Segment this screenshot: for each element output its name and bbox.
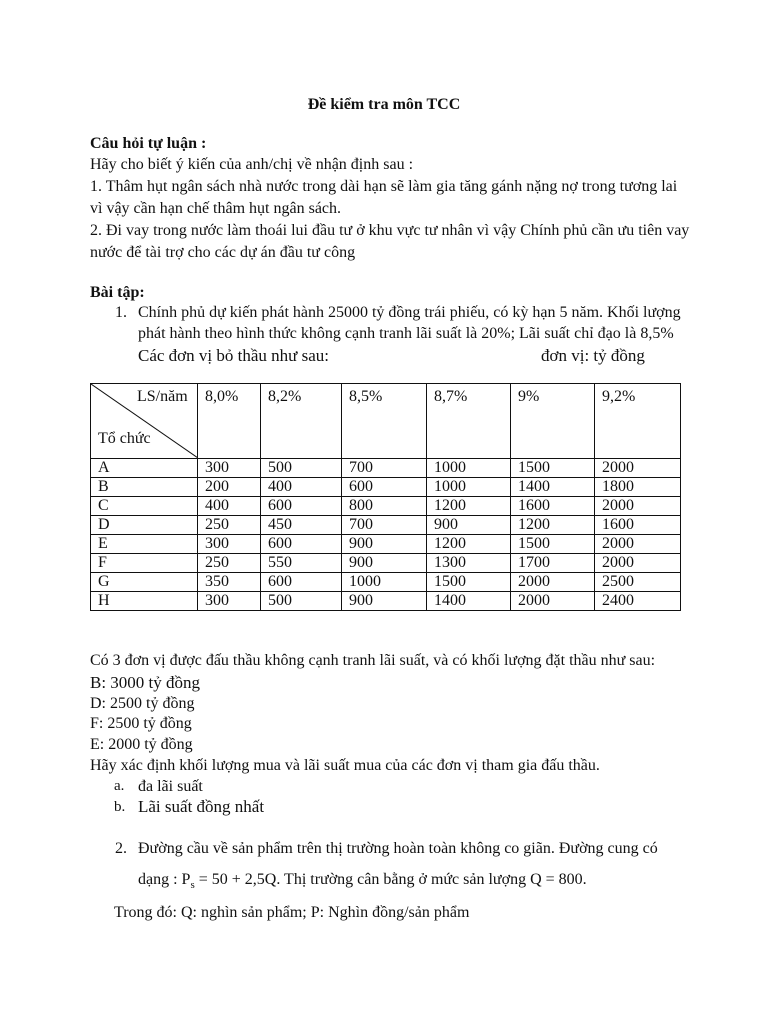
noncomp-d: D: 2500 tỷ đồng — [90, 695, 195, 712]
option-b-text: Lãi suất đồng nhất — [138, 797, 265, 816]
org-cell: D — [91, 516, 198, 535]
value-cell: 1000 — [427, 459, 511, 478]
exercise-2-units: Trong đó: Q: nghìn sản phẩm; P: Nghìn đồng/sản phẩm — [114, 904, 470, 921]
org-cell: F — [91, 554, 198, 573]
noncomp-f: F: 2500 tỷ đồng — [90, 715, 192, 732]
value-cell: 1200 — [427, 535, 511, 554]
value-cell: 1300 — [427, 554, 511, 573]
rate-header: 9% — [511, 384, 595, 459]
value-cell: 400 — [261, 478, 342, 497]
supply-equation-prefix: dạng : P — [138, 871, 191, 888]
option-a-label: a. — [114, 778, 125, 794]
bid-table — [90, 383, 681, 611]
essay-q1-line2: vì vậy cần hạn chế thâm hụt ngân sách. — [90, 200, 342, 217]
value-cell: 2400 — [595, 592, 681, 611]
value-cell: 550 — [261, 554, 342, 573]
value-cell: 600 — [261, 497, 342, 516]
org-cell: H — [91, 592, 198, 611]
table-row — [91, 535, 681, 554]
org-cell: E — [91, 535, 198, 554]
value-cell: 900 — [342, 592, 427, 611]
essay-q2-line2: nước để tài trợ cho các dự án đầu tư công — [90, 244, 356, 261]
table-row — [91, 478, 681, 497]
value-cell: 2000 — [595, 554, 681, 573]
rate-header: 8,7% — [427, 384, 511, 459]
value-cell: 1500 — [511, 535, 595, 554]
value-cell: 2000 — [595, 535, 681, 554]
value-cell: 800 — [342, 497, 427, 516]
value-cell: 400 — [198, 497, 261, 516]
value-cell: 600 — [261, 535, 342, 554]
rate-header: 8,0% — [198, 384, 261, 459]
org-cell: B — [91, 478, 198, 497]
value-cell: 1600 — [511, 497, 595, 516]
value-cell: 200 — [198, 478, 261, 497]
value-cell: 1500 — [427, 573, 511, 592]
value-cell: 2000 — [511, 592, 595, 611]
value-cell: 900 — [342, 535, 427, 554]
rate-header: 8,5% — [342, 384, 427, 459]
table-row — [91, 554, 681, 573]
noncomp-question: Hãy xác định khối lượng mua và lãi suất mua của các đơn vị tham gia đấu thầu. — [90, 757, 600, 774]
noncomp-e: E: 2000 tỷ đồng — [90, 736, 193, 753]
exercise-1-line1: Chính phủ dự kiến phát hành 25000 tỷ đồng trái phiếu, có kỳ hạn 5 năm. Khối lượng — [138, 304, 681, 321]
value-cell: 2000 — [511, 573, 595, 592]
noncomp-intro: Có 3 đơn vị được đấu thầu không cạnh tranh lãi suất, và có khối lượng đặt thầu như sau: — [90, 652, 656, 669]
exercise-2-line2 — [138, 870, 587, 892]
value-cell: 700 — [342, 516, 427, 535]
option-a-text: đa lãi suất — [138, 778, 203, 795]
essay-intro: Hãy cho biết ý kiến của anh/chị về nhận định sau : — [90, 156, 414, 173]
value-cell: 450 — [261, 516, 342, 535]
supply-equation-rest: = 50 + 2,5Q. Thị trường cân bằng ở mức sản lượng Q = 800. — [194, 871, 587, 888]
supply-subscript: s — [190, 879, 195, 892]
value-cell: 1000 — [427, 478, 511, 497]
exercise-2-number: 2. — [115, 840, 127, 857]
exercise-1-line2: phát hành theo hình thức không cạnh tranh lãi suất là 20%; Lãi suất chỉ đạo là 8,5% — [138, 325, 674, 342]
value-cell: 1200 — [427, 497, 511, 516]
noncomp-b: B: 3000 tỷ đồng — [90, 673, 201, 692]
value-cell: 350 — [198, 573, 261, 592]
table-row — [91, 459, 681, 478]
value-cell: 1400 — [427, 592, 511, 611]
value-cell: 2500 — [595, 573, 681, 592]
value-cell: 1700 — [511, 554, 595, 573]
rate-header: 8,2% — [261, 384, 342, 459]
essay-heading: Câu hỏi tự luận : — [90, 135, 207, 152]
value-cell: 600 — [342, 478, 427, 497]
exercises-heading: Bài tập: — [90, 284, 145, 301]
value-cell: 500 — [261, 592, 342, 611]
table-row — [91, 592, 681, 611]
value-cell: 250 — [198, 516, 261, 535]
table-row — [91, 573, 681, 592]
value-cell: 2000 — [595, 497, 681, 516]
value-cell: 300 — [198, 459, 261, 478]
table-row — [91, 516, 681, 535]
value-cell: 1600 — [595, 516, 681, 535]
exercise-2-line1: Đường cầu về sản phẩm trên thị trường hoàn toàn không co giãn. Đường cung có — [138, 840, 658, 857]
value-cell: 300 — [198, 592, 261, 611]
table-header-row — [91, 384, 681, 459]
value-cell: 1200 — [511, 516, 595, 535]
exercise-1-line3: Các đơn vị bỏ thầu như sau: — [138, 346, 330, 365]
corner-rate-label: LS/năm — [137, 388, 188, 405]
corner-cell — [91, 384, 198, 459]
essay-q1-line1: 1. Thâm hụt ngân sách nhà nước trong dài hạn sẽ làm gia tăng gánh nặng nợ trong tương lai — [90, 178, 678, 195]
value-cell: 250 — [198, 554, 261, 573]
value-cell: 1800 — [595, 478, 681, 497]
table-row — [91, 497, 681, 516]
rate-header: 9,2% — [595, 384, 681, 459]
unit-note: đơn vị: tỷ đồng — [541, 346, 645, 365]
value-cell: 700 — [342, 459, 427, 478]
option-b-label: b. — [114, 799, 126, 815]
value-cell: 1500 — [511, 459, 595, 478]
corner-org-label: Tổ chức — [98, 430, 151, 447]
org-cell: G — [91, 573, 198, 592]
org-cell: A — [91, 459, 198, 478]
value-cell: 500 — [261, 459, 342, 478]
exercise-1-number: 1. — [115, 304, 127, 321]
value-cell: 900 — [427, 516, 511, 535]
value-cell: 1400 — [511, 478, 595, 497]
page-title: Đề kiểm tra môn TCC — [307, 96, 461, 113]
value-cell: 900 — [342, 554, 427, 573]
value-cell: 2000 — [595, 459, 681, 478]
org-cell: C — [91, 497, 198, 516]
essay-q2-line1: 2. Đi vay trong nước làm thoái lui đầu tư ở khu vực tư nhân vì vậy Chính phủ cần ưu tiên vay — [90, 222, 690, 239]
value-cell: 1000 — [342, 573, 427, 592]
value-cell: 300 — [198, 535, 261, 554]
value-cell: 600 — [261, 573, 342, 592]
